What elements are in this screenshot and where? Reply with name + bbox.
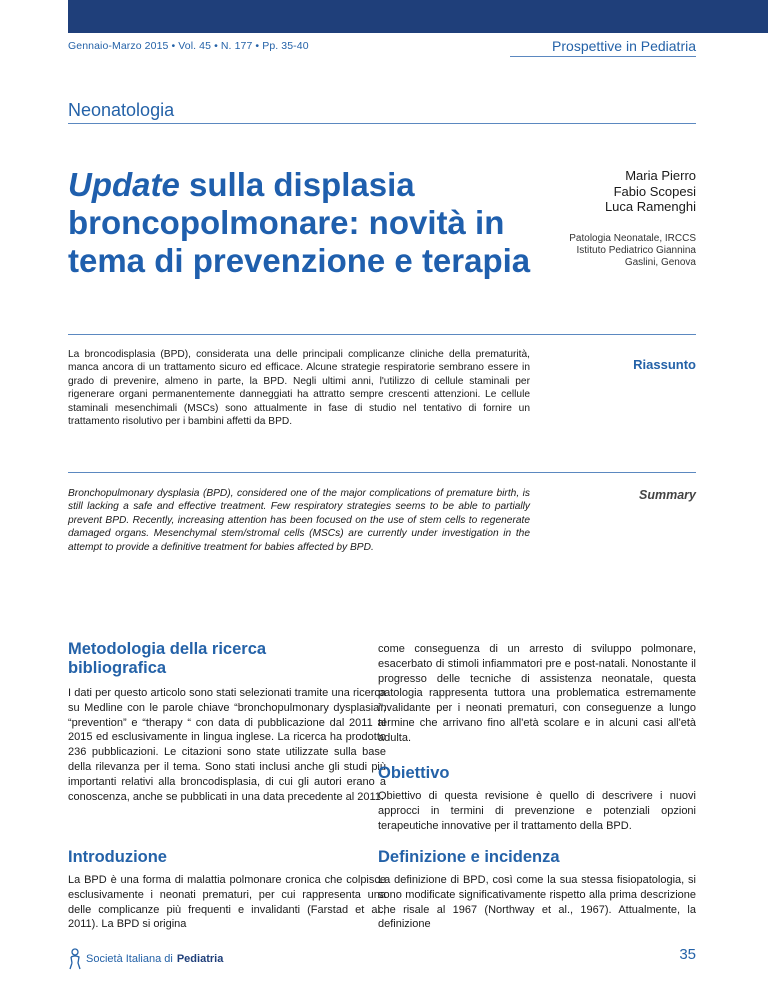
heading-introduzione: Introduzione xyxy=(68,848,167,866)
child-silhouette-icon xyxy=(68,948,82,970)
affiliation-line-1: Patologia Neonatale, IRCCS xyxy=(569,233,696,244)
abstract-divider-top xyxy=(68,334,696,335)
header-bar xyxy=(68,0,768,33)
article-title xyxy=(68,166,538,280)
riassunto-heading: Riassunto xyxy=(633,357,696,372)
affiliation-line-2: Istituto Pediatrico Giannina xyxy=(576,245,696,256)
introduzione-text: La BPD è una forma di malattia polmonare cronica che colpisce esclusivamente i neonati prematuri, per cui rappresenta una delle complicanze più frequenti e invalidanti (Farstad et al., 2011). La BPD si origina xyxy=(68,874,386,931)
section-label: Neonatologia xyxy=(68,100,175,120)
author-3: Luca Ramenghi xyxy=(604,199,696,214)
author-2: Fabio Scopesi xyxy=(613,183,696,199)
journal-name: Prospettive in Pediatria xyxy=(552,38,696,54)
section-divider xyxy=(68,123,696,124)
affiliation-line-3: Gaslini, Genova xyxy=(624,257,696,268)
abstract-divider-middle xyxy=(68,472,696,473)
society-logo xyxy=(68,948,223,970)
riassunto-text: La broncodisplasia (BPD), considerata una delle principali complicanze cliniche della prematurità, manca ancora di un trattamento sicuro ed efficace. Alcune strategie respiratorie sembrano essere in grado di prevenire, almeno in parte, la BPD. Negli ultimi anni, l'utilizzo di cellule staminali per rigenerare organi permanentemente danneggiati ha attratto sempre crescenti attenzioni. Le cellule staminali mesenchimali (MSCs) sono attualmente in fase di studio nel tentativo di fornire un trattamento risolutivo per i bambini affetti da BPD. xyxy=(68,349,530,428)
title-italic: Update xyxy=(68,166,180,203)
society-name-prefix: Società Italiana di xyxy=(86,953,173,965)
author-1: Maria Pierro xyxy=(625,168,696,183)
right-column-continuation: come conseguenza di un arresto di sviluppo polmonare, esacerbato di stimoli infiammatori pre e post-natali. Nonostante il progresso delle tecniche di assistenza neonatale, questa patologia rappresenta tuttora una problematica estremamente invalidante per i neonati prematuri, con conseguenze a lungo termine che arrivano fino all'età scolare e in alcuni casi all'età adulta. xyxy=(378,643,696,744)
heading-definizione: Definizione e incidenza xyxy=(378,848,560,866)
authors xyxy=(605,168,696,215)
journal-info: Gennaio-Marzo 2015 • Vol. 45 • N. 177 • Pp. 35-40 xyxy=(68,40,309,52)
heading-metodologia: Metodologia della ricerca bibliografica xyxy=(68,640,267,677)
affiliation xyxy=(496,233,696,269)
obiettivo-text: Obiettivo di questa revisione è quello di descrivere i nuovi approcci in termini di prevenzione e potenziali opzioni terapeutiche innovative per il trattamento della BPD. xyxy=(378,790,696,832)
metodologia-text: I dati per questo articolo sono stati selezionati tramite una ricerca su Medline con le parole chiave “bronchopulmonary dysplasia”, “prevention” e “therapy “ con data di pubblicazione dal 2011 al 2015 ed esclusivamente in lingua inglese. La ricerca ha prodotto 236 pubblicazioni. Le citazioni sono state utilizzate sulla base della rilevanza per il tema. Sono stati inclusi anche gli studi più importanti relativi alla broncodisplasia, di cui gli autori erano a conoscenza, anche se pubblicati in una data precedente al 2011. xyxy=(68,687,386,803)
definizione-text: La definizione di BPD, così come la sua stessa fisiopatologia, si sono modificate significativamente rispetto alla prima descrizione che risale al 1967 (Northway et al., 1967). Attualmente, la definizione xyxy=(378,874,696,931)
page-number: 35 xyxy=(679,946,696,963)
header-divider xyxy=(510,56,696,57)
summary-text: Bronchopulmonary dysplasia (BPD), considered one of the major complications of premature birth, is still lacking a safe and effective treatment. Few respiratory strategies seems to be able to partially prevent BPD. Recently, increasing attention has been focused on the use of stem cells to regenerate damaged organs. Mesenchymal stem/stromal cells (MSCs) are currently under investigation in the attempt to provide a definitive treatment for babies affected by BPD. xyxy=(68,488,530,553)
heading-obiettivo: Obiettivo xyxy=(378,764,450,782)
summary-heading: Summary xyxy=(639,488,696,502)
title-rest: sulla displasia broncopolmonare: novità in tema di prevenzione e terapia xyxy=(68,166,531,279)
society-name-bold: Pediatria xyxy=(176,953,224,965)
